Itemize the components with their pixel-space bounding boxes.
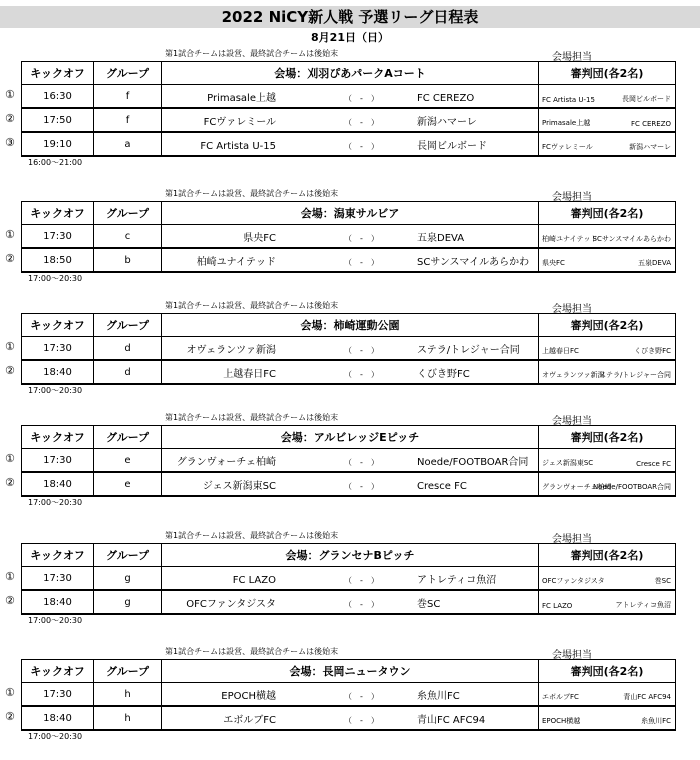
match-row [22,706,676,730]
match-cell [162,360,539,384]
home-team: FC Artista U-15 [200,141,276,152]
venue-name: 会場：刈羽ぴあパークAコート [162,62,539,85]
referee-header: 審判団(各2名) [539,426,676,449]
kickoff-cell [22,337,94,361]
referee-cell [539,225,676,249]
group-header: グループ [94,426,162,449]
venue-hours: 17:00～20:30 [28,616,83,625]
table-header-row [22,62,676,85]
match-number: ② [5,252,15,265]
away-team: くびき野FC [417,369,470,380]
kickoff-time: 17:30 [43,454,72,466]
match-number: ② [5,476,15,489]
score-separator: （ - ） [344,234,379,243]
group-header: グループ [94,660,162,683]
home-team: オヴェランツァ新潟 [186,345,276,356]
match-cell [162,683,539,707]
home-team: ジェス新潟東SC [202,481,276,492]
home-team: Primasale上越 [207,93,276,104]
score-separator: （ - ） [344,600,379,609]
match-row [22,108,676,132]
home-team: 上越春日FC [223,369,276,380]
group-cell: c [94,225,162,249]
kickoff-header: キックオフ [22,202,94,225]
referee-cell [539,248,676,272]
referee-team-1: エボルブFC [542,693,579,701]
setup-note: 第1試合チームは設営、最終試合チームは後始末 [165,189,339,198]
match-cell [162,590,539,614]
page-title: 2022 NiCY新人戦 予選リーグ日程表 [0,6,700,28]
kickoff-cell [22,567,94,591]
setup-note: 第1試合チームは設営、最終試合チームは後始末 [165,647,339,656]
kickoff-cell [22,248,94,272]
home-team: OFCファンタジスタ [186,599,276,610]
match-row [22,567,676,591]
match-cell [162,85,539,109]
kickoff-time: 18:40 [43,366,72,378]
home-team: FC LAZO [232,575,276,586]
match-cell [162,472,539,496]
group-cell: f [94,108,162,132]
kickoff-cell [22,132,94,156]
score-separator: （ - ） [344,94,379,103]
kickoff-cell [22,706,94,730]
venue-section [0,300,700,414]
venue-duty-label: 会場担当 [552,416,592,427]
group-cell: e [94,449,162,473]
score-separator: （ - ） [344,482,379,491]
kickoff-time: 17:50 [43,114,72,126]
match-number: ② [5,594,15,607]
referee-header: 審判団(各2名) [539,202,676,225]
venue-section [0,48,700,167]
match-cell [162,225,539,249]
kickoff-time: 18:40 [43,596,72,608]
away-team: 青山FC AFC94 [417,715,486,726]
group-header: グループ [94,314,162,337]
referee-cell [539,108,676,132]
match-cell [162,449,539,473]
group-header: グループ [94,202,162,225]
away-team: 五泉DEVA [417,233,465,244]
score-separator: （ - ） [344,716,379,725]
venue-hours: 17:00～20:30 [28,274,83,283]
referee-team-1: FCヴァレミール [542,143,593,151]
group-cell: e [94,472,162,496]
referee-cell [539,706,676,730]
group-header: グループ [94,62,162,85]
venue-section [0,188,700,302]
match-table [21,201,676,273]
venue-duty-label: 会場担当 [552,650,592,661]
home-team: 柏崎ユナイテッド [196,257,276,268]
group-cell: a [94,132,162,156]
referee-team-1: 柏崎ユナイテッド [542,235,598,243]
setup-note: 第1試合チームは設営、最終試合チームは後始末 [165,413,339,422]
match-number: ② [5,112,15,125]
referee-team-1: ジェス新潟東SC [542,459,594,467]
venue-section [0,646,700,760]
away-team: 長岡ビルボード [417,141,487,152]
match-table [21,61,676,157]
kickoff-time: 17:30 [43,572,72,584]
venue-duty-label: 会場担当 [552,534,592,545]
kickoff-time: 16:30 [43,90,72,102]
match-number: ② [5,364,15,377]
referee-cell [539,567,676,591]
venue-hours: 17:00～20:30 [28,732,83,741]
referee-team-2: FC CEREZO [630,120,671,128]
match-row [22,449,676,473]
referee-team-1: FC Artista U-15 [542,96,595,104]
match-number: ① [5,686,15,699]
kickoff-cell [22,85,94,109]
match-number: ① [5,88,15,101]
match-cell [162,132,539,156]
kickoff-header: キックオフ [22,426,94,449]
away-team: 新潟ハマーレ [417,117,477,128]
kickoff-cell [22,225,94,249]
match-row [22,225,676,249]
match-table [21,425,676,497]
away-team: SCサンスマイルあらかわ [417,257,530,268]
score-separator: （ - ） [344,370,379,379]
referee-team-2: Cresce FC [636,460,671,468]
away-team: Cresce FC [417,481,467,492]
match-number: ② [5,710,15,723]
table-header-row [22,660,676,683]
kickoff-header: キックオフ [22,544,94,567]
venue-hours: 17:00～20:30 [28,386,83,395]
kickoff-time: 18:40 [43,478,72,490]
kickoff-cell [22,108,94,132]
table-header-row [22,202,676,225]
kickoff-time: 17:30 [43,230,72,242]
referee-team-2: 五泉DEVA [638,259,671,267]
referee-team-2: ステラ/トレジャー合同 [599,371,671,379]
match-cell [162,567,539,591]
referee-cell [539,683,676,707]
kickoff-header: キックオフ [22,62,94,85]
group-cell: g [94,590,162,614]
venue-duty-label: 会場担当 [552,304,592,315]
venue-name: 会場：長岡ニュータウン [162,660,539,683]
score-separator: （ - ） [344,258,379,267]
kickoff-header: キックオフ [22,314,94,337]
home-team: エボルブFC [223,715,276,726]
match-cell [162,337,539,361]
referee-cell [539,337,676,361]
away-team: Noede/FOOTBOAR合同 [417,457,529,468]
away-team: FC CEREZO [417,93,475,104]
venue-section [0,412,700,526]
kickoff-header: キックオフ [22,660,94,683]
score-separator: （ - ） [344,346,379,355]
kickoff-cell [22,590,94,614]
home-team: FCヴァレミール [203,117,276,128]
referee-team-1: 上越春日FC [542,347,579,355]
schedule-date: 8月21日（日） [311,31,389,44]
match-row [22,248,676,272]
referee-team-2: アトレティコ魚沼 [615,601,671,609]
table-header-row [22,544,676,567]
kickoff-cell [22,472,94,496]
group-cell: h [94,706,162,730]
referee-team-1: FC LAZO [542,602,573,610]
match-cell [162,108,539,132]
referee-team-2: SCサンスマイルあらかわ [592,235,671,243]
venue-name: 会場：アルビレッジEピッチ [162,426,539,449]
match-table [21,313,676,385]
match-table [21,659,676,731]
match-cell [162,706,539,730]
match-row [22,472,676,496]
referee-team-2: 長岡ビルボード [622,95,671,103]
match-table [21,543,676,615]
venue-name: 会場：潟東サルビア [162,202,539,225]
referee-header: 審判団(各2名) [539,544,676,567]
kickoff-time: 18:40 [43,712,72,724]
match-row [22,85,676,109]
referee-team-2: くびき野FC [634,347,671,355]
setup-note: 第1試合チームは設営、最終試合チームは後始末 [165,301,339,310]
referee-cell [539,85,676,109]
kickoff-time: 18:50 [43,254,72,266]
referee-team-2: Noede/FOOTBOAR合同 [593,483,671,491]
referee-team-1: 県央FC [542,259,565,267]
referee-team-2: 新潟ハマーレ [629,143,671,151]
venue-name: 会場：グランセナBピッチ [162,544,539,567]
kickoff-time: 17:30 [43,688,72,700]
match-row [22,132,676,156]
referee-cell [539,472,676,496]
home-team: グランヴォーチェ柏崎 [176,457,276,468]
referee-team-1: オヴェランツァ新潟 [542,371,605,379]
table-header-row [22,314,676,337]
setup-note: 第1試合チームは設営、最終試合チームは後始末 [165,49,339,58]
venue-duty-label: 会場担当 [552,192,592,203]
referee-team-2: 青山FC AFC94 [623,693,671,701]
score-separator: （ - ） [344,118,379,127]
group-header: グループ [94,544,162,567]
referee-cell [539,132,676,156]
venue-hours: 17:00～20:30 [28,498,83,507]
score-separator: （ - ） [344,142,379,151]
match-number: ③ [5,136,15,149]
kickoff-time: 19:10 [43,138,72,150]
home-team: 県央FC [243,233,276,244]
referee-team-1: EPOCH横越 [542,717,581,725]
away-team: 糸魚川FC [417,691,460,702]
referee-team-1: グランヴォーチェ柏崎 [542,483,612,491]
group-cell: h [94,683,162,707]
home-team: EPOCH横越 [221,691,276,702]
score-separator: （ - ） [344,576,379,585]
table-header-row [22,426,676,449]
group-cell: d [94,360,162,384]
venue-hours: 16:00～21:00 [28,158,83,167]
referee-cell [539,449,676,473]
venue-duty-label: 会場担当 [552,52,592,63]
kickoff-cell [22,360,94,384]
referee-team-1: Primasale上越 [542,119,591,127]
match-number: ① [5,340,15,353]
venue-name: 会場：柿崎運動公園 [162,314,539,337]
match-row [22,337,676,361]
referee-header: 審判団(各2名) [539,314,676,337]
away-team: ステラ/トレジャー合同 [417,345,520,356]
referee-cell [539,360,676,384]
referee-header: 審判団(各2名) [539,660,676,683]
match-cell [162,248,539,272]
away-team: 巻SC [417,599,441,610]
kickoff-cell [22,449,94,473]
group-cell: f [94,85,162,109]
score-separator: （ - ） [344,458,379,467]
venue-section [0,530,700,644]
match-row [22,683,676,707]
group-cell: b [94,248,162,272]
referee-team-2: 巻SC [654,577,671,585]
group-cell: g [94,567,162,591]
match-row [22,590,676,614]
away-team: アトレティコ魚沼 [417,575,497,586]
referee-team-1: OFCファンタジスタ [542,577,605,585]
match-number: ① [5,452,15,465]
referee-team-2: 糸魚川FC [641,717,671,725]
setup-note: 第1試合チームは設営、最終試合チームは後始末 [165,531,339,540]
match-row [22,360,676,384]
group-cell: d [94,337,162,361]
referee-cell [539,590,676,614]
kickoff-time: 17:30 [43,342,72,354]
match-number: ① [5,570,15,583]
match-number: ① [5,228,15,241]
score-separator: （ - ） [344,692,379,701]
kickoff-cell [22,683,94,707]
referee-header: 審判団(各2名) [539,62,676,85]
